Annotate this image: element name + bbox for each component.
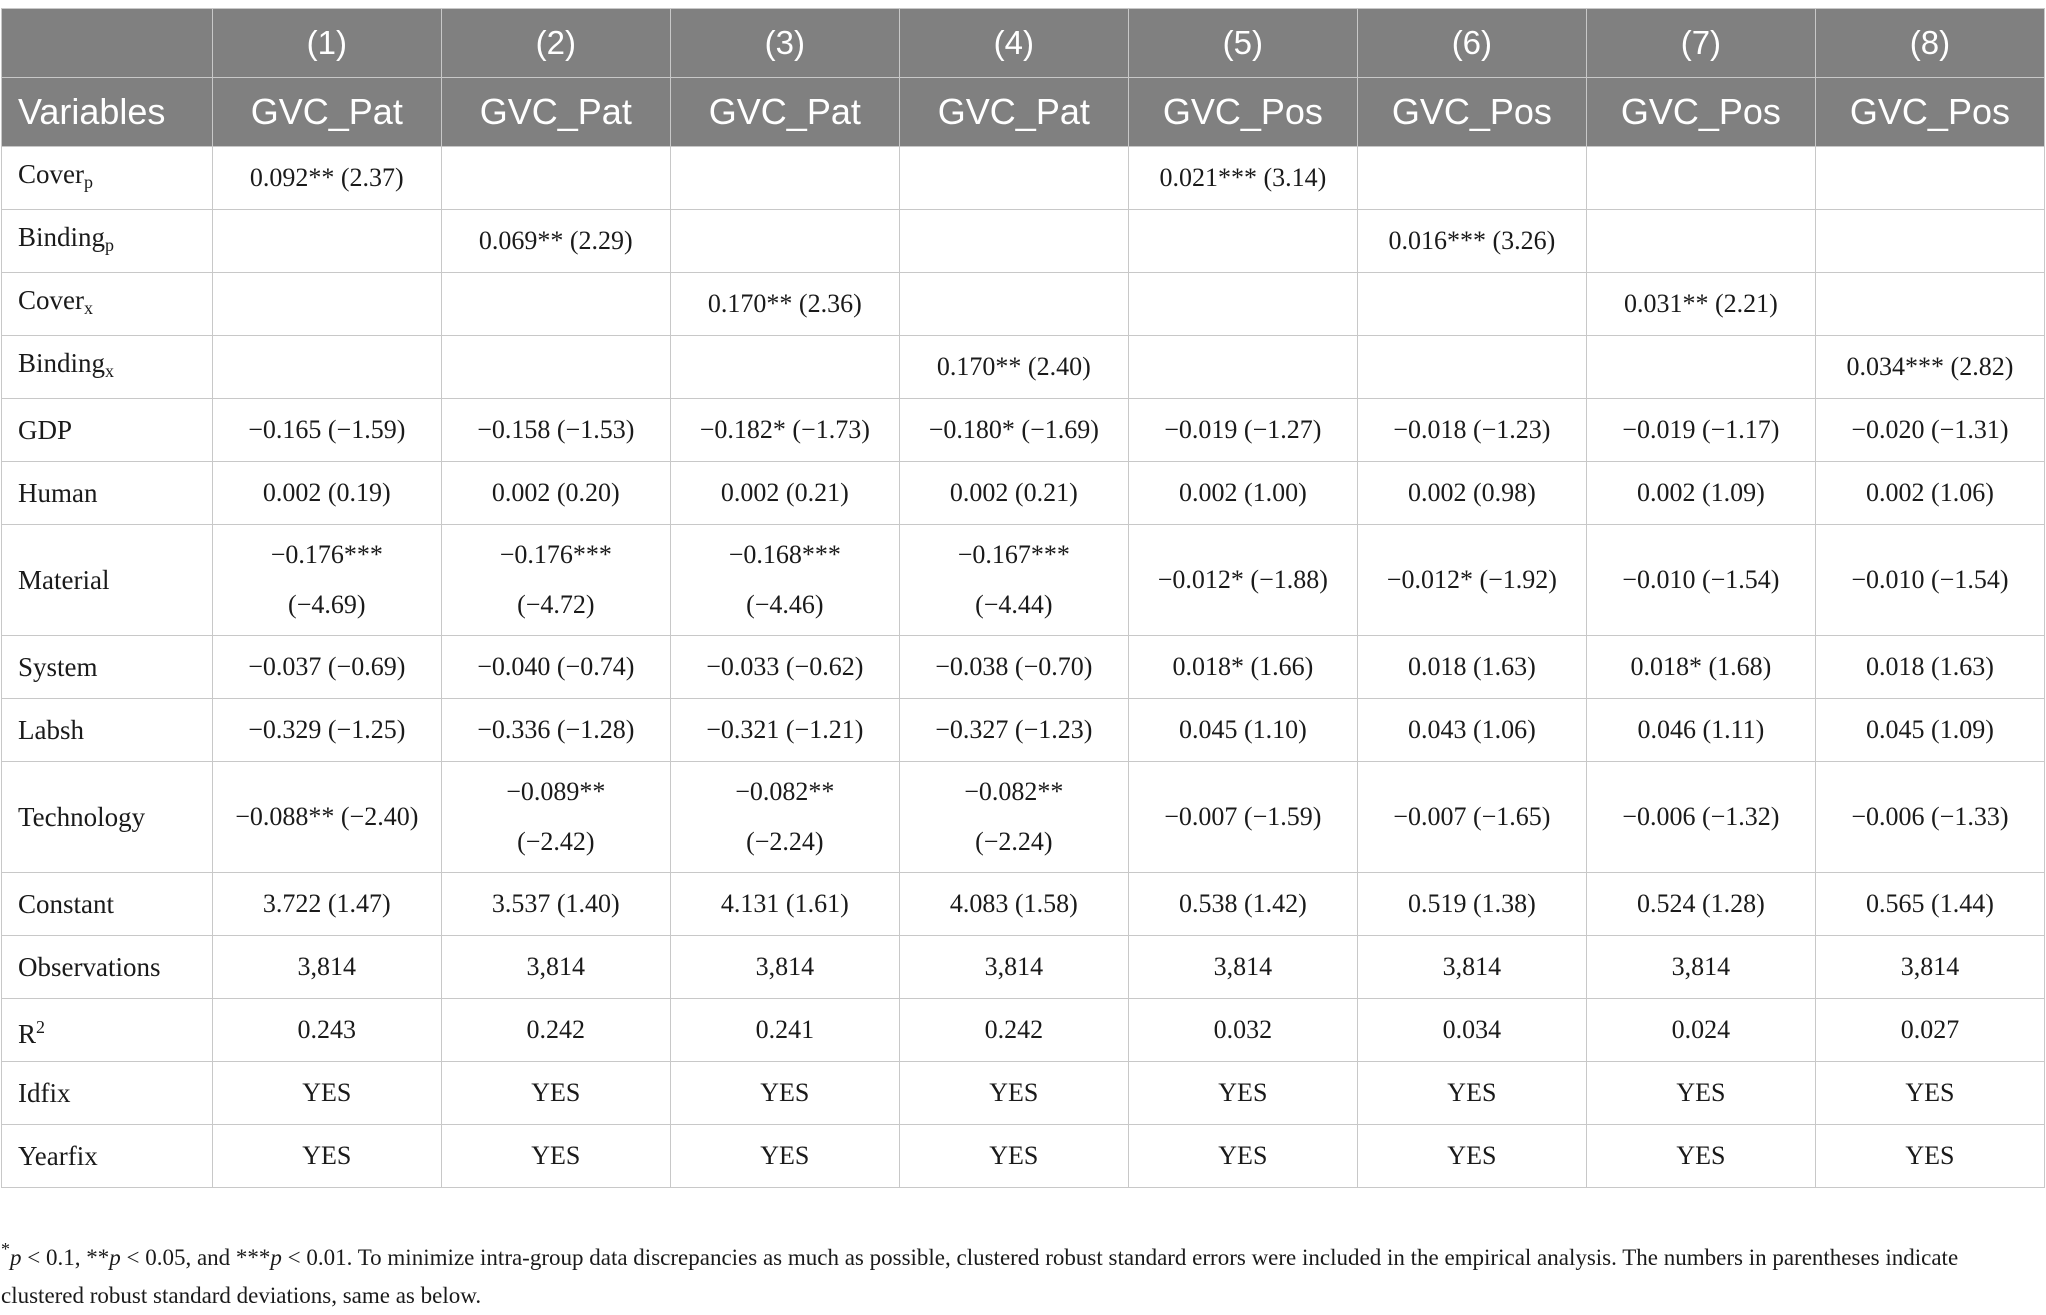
table-cell: 0.046 (1.11) bbox=[1586, 699, 1815, 762]
table-cell: 0.002 (1.00) bbox=[1128, 462, 1357, 525]
table-cell: −0.165 (−1.59) bbox=[212, 399, 441, 462]
table-cell bbox=[670, 336, 899, 399]
table-row bbox=[2, 147, 2045, 210]
table-cell bbox=[670, 210, 899, 273]
table-cell: 3,814 bbox=[1128, 936, 1357, 999]
table-cell: −0.019 (−1.27) bbox=[1128, 399, 1357, 462]
table-row bbox=[2, 999, 2045, 1062]
table-cell: −0.180* (−1.69) bbox=[899, 399, 1128, 462]
row-variable-name bbox=[2, 1125, 213, 1188]
table-cell: YES bbox=[441, 1125, 670, 1188]
row-variable-name bbox=[2, 210, 213, 273]
table-cell: 3.722 (1.47) bbox=[212, 873, 441, 936]
table-cell: −0.006 (−1.33) bbox=[1815, 762, 2044, 873]
table-cell: 0.018 (1.63) bbox=[1357, 636, 1586, 699]
variable-name-text: Material bbox=[18, 565, 110, 595]
header-model-number: (1) bbox=[212, 9, 441, 78]
table-cell: 4.083 (1.58) bbox=[899, 873, 1128, 936]
table-cell: 0.021*** (3.14) bbox=[1128, 147, 1357, 210]
cell-coefficient: −0.082** bbox=[964, 777, 1064, 806]
header-model-number: (6) bbox=[1357, 9, 1586, 78]
table-cell: 0.031** (2.21) bbox=[1586, 273, 1815, 336]
table-cell bbox=[212, 336, 441, 399]
header-dependent-variable: GVC_Pos bbox=[1357, 78, 1586, 147]
variable-name-text: Binding bbox=[18, 222, 106, 252]
table-cell: 0.002 (0.98) bbox=[1357, 462, 1586, 525]
header-row-dependent-variables bbox=[2, 78, 2045, 147]
table-cell: −0.182* (−1.73) bbox=[670, 399, 899, 462]
cell-t-statistic: (−2.24) bbox=[746, 827, 824, 856]
cell-t-statistic: (−2.42) bbox=[517, 827, 595, 856]
table-cell: −0.088** (−2.40) bbox=[212, 762, 441, 873]
table-cell bbox=[441, 273, 670, 336]
table-cell: 0.243 bbox=[212, 999, 441, 1062]
table-cell bbox=[212, 525, 441, 636]
table-cell: YES bbox=[1815, 1125, 2044, 1188]
table-cell: 0.002 (0.21) bbox=[670, 462, 899, 525]
variable-name-subscript: p bbox=[83, 172, 93, 192]
footnote-text-2: < 0.05, and *** bbox=[120, 1245, 271, 1270]
variable-name-subscript: x bbox=[83, 298, 93, 318]
variable-name-text: Cover bbox=[18, 285, 84, 315]
table-cell bbox=[441, 525, 670, 636]
variable-name-text: Idfix bbox=[18, 1078, 71, 1108]
cell-t-statistic: (−4.72) bbox=[517, 590, 595, 619]
table-cell: −0.336 (−1.28) bbox=[441, 699, 670, 762]
variable-name-subscript: x bbox=[105, 361, 115, 381]
header-model-number: (5) bbox=[1128, 9, 1357, 78]
header-corner-cell bbox=[2, 9, 213, 78]
table-cell bbox=[1815, 147, 2044, 210]
table-cell: −0.033 (−0.62) bbox=[670, 636, 899, 699]
table-cell: −0.321 (−1.21) bbox=[670, 699, 899, 762]
table-cell: −0.040 (−0.74) bbox=[441, 636, 670, 699]
variable-name-text: Binding bbox=[18, 348, 106, 378]
table-row bbox=[2, 210, 2045, 273]
row-variable-name bbox=[2, 936, 213, 999]
table-cell: YES bbox=[212, 1062, 441, 1125]
table-cell: −0.327 (−1.23) bbox=[899, 699, 1128, 762]
regression-table-container bbox=[0, 8, 2046, 1188]
table-cell: 0.092** (2.37) bbox=[212, 147, 441, 210]
table-cell: YES bbox=[899, 1062, 1128, 1125]
table-cell: −0.007 (−1.59) bbox=[1128, 762, 1357, 873]
table-cell: 0.242 bbox=[441, 999, 670, 1062]
table-cell: −0.018 (−1.23) bbox=[1357, 399, 1586, 462]
table-cell: 0.002 (0.19) bbox=[212, 462, 441, 525]
cell-t-statistic: (−4.44) bbox=[975, 590, 1053, 619]
cell-t-statistic: (−4.46) bbox=[746, 590, 824, 619]
table-cell bbox=[1128, 210, 1357, 273]
table-cell bbox=[212, 273, 441, 336]
row-variable-name bbox=[2, 273, 213, 336]
row-variable-name bbox=[2, 699, 213, 762]
table-cell: 3,814 bbox=[899, 936, 1128, 999]
table-cell bbox=[441, 147, 670, 210]
table-row bbox=[2, 699, 2045, 762]
table-cell: 0.538 (1.42) bbox=[1128, 873, 1357, 936]
cell-coefficient: −0.167*** bbox=[957, 540, 1070, 569]
table-cell: 0.024 bbox=[1586, 999, 1815, 1062]
table-cell bbox=[1586, 336, 1815, 399]
header-dependent-variable: GVC_Pat bbox=[212, 78, 441, 147]
table-row bbox=[2, 936, 2045, 999]
header-model-number: (2) bbox=[441, 9, 670, 78]
header-dependent-variable: GVC_Pat bbox=[899, 78, 1128, 147]
table-row bbox=[2, 762, 2045, 873]
row-variable-name bbox=[2, 999, 213, 1062]
footnote-p2: p bbox=[109, 1245, 121, 1270]
table-cell: −0.329 (−1.25) bbox=[212, 699, 441, 762]
variable-name-text: Yearfix bbox=[18, 1141, 98, 1171]
header-model-number: (7) bbox=[1586, 9, 1815, 78]
table-cell: 0.524 (1.28) bbox=[1586, 873, 1815, 936]
header-dependent-variable: GVC_Pat bbox=[670, 78, 899, 147]
table-cell bbox=[1357, 273, 1586, 336]
cell-coefficient: −0.089** bbox=[506, 777, 606, 806]
variable-name-text: Labsh bbox=[18, 715, 84, 745]
table-cell: 0.002 (0.21) bbox=[899, 462, 1128, 525]
table-cell: 3,814 bbox=[1815, 936, 2044, 999]
table-cell: YES bbox=[1128, 1062, 1357, 1125]
variable-name-text: GDP bbox=[18, 415, 73, 445]
table-body bbox=[2, 147, 2045, 1188]
header-dependent-variable: GVC_Pos bbox=[1815, 78, 2044, 147]
variable-name-text: Human bbox=[18, 478, 98, 508]
table-cell bbox=[1357, 147, 1586, 210]
table-cell: 0.170** (2.36) bbox=[670, 273, 899, 336]
table-cell: YES bbox=[1357, 1062, 1586, 1125]
table-cell bbox=[441, 336, 670, 399]
table-cell: 0.018 (1.63) bbox=[1815, 636, 2044, 699]
header-row-model-numbers bbox=[2, 9, 2045, 78]
table-cell bbox=[899, 147, 1128, 210]
variable-name-text: R bbox=[18, 1018, 37, 1049]
table-cell: 0.045 (1.09) bbox=[1815, 699, 2044, 762]
table-cell: −0.012* (−1.92) bbox=[1357, 525, 1586, 636]
variable-name-text: Constant bbox=[18, 889, 115, 919]
footnote-star: * bbox=[1, 1239, 10, 1259]
cell-coefficient: −0.082** bbox=[735, 777, 835, 806]
table-cell: 0.170** (2.40) bbox=[899, 336, 1128, 399]
header-model-number: (4) bbox=[899, 9, 1128, 78]
table-row bbox=[2, 336, 2045, 399]
table-cell: −0.012* (−1.88) bbox=[1128, 525, 1357, 636]
variable-name-text: System bbox=[18, 652, 98, 682]
variable-name-subscript: p bbox=[105, 235, 115, 255]
row-variable-name bbox=[2, 336, 213, 399]
header-dependent-variable: GVC_Pos bbox=[1586, 78, 1815, 147]
row-variable-name bbox=[2, 636, 213, 699]
cell-t-statistic: (−2.24) bbox=[975, 827, 1053, 856]
table-cell: 0.018* (1.66) bbox=[1128, 636, 1357, 699]
table-cell: 3.537 (1.40) bbox=[441, 873, 670, 936]
table-cell: 0.002 (0.20) bbox=[441, 462, 670, 525]
table-cell: −0.010 (−1.54) bbox=[1586, 525, 1815, 636]
table-cell bbox=[1128, 273, 1357, 336]
table-cell: YES bbox=[670, 1062, 899, 1125]
table-cell bbox=[1128, 336, 1357, 399]
table-cell: YES bbox=[1357, 1125, 1586, 1188]
table-cell: 0.018* (1.68) bbox=[1586, 636, 1815, 699]
table-cell bbox=[899, 762, 1128, 873]
table-cell: 0.002 (1.09) bbox=[1586, 462, 1815, 525]
table-cell: 0.565 (1.44) bbox=[1815, 873, 2044, 936]
table-cell: YES bbox=[1586, 1062, 1815, 1125]
table-cell: 0.027 bbox=[1815, 999, 2044, 1062]
table-row bbox=[2, 1125, 2045, 1188]
cell-coefficient: −0.176*** bbox=[499, 540, 612, 569]
table-cell bbox=[899, 210, 1128, 273]
table-cell: 3,814 bbox=[212, 936, 441, 999]
table-cell: 0.034*** (2.82) bbox=[1815, 336, 2044, 399]
table-cell bbox=[899, 525, 1128, 636]
table-cell: 0.242 bbox=[899, 999, 1128, 1062]
variable-name-superscript: 2 bbox=[36, 1016, 46, 1037]
table-cell: 3,814 bbox=[1357, 936, 1586, 999]
row-variable-name bbox=[2, 762, 213, 873]
table-cell: 0.043 (1.06) bbox=[1357, 699, 1586, 762]
table-cell: −0.020 (−1.31) bbox=[1815, 399, 2044, 462]
table-footnote bbox=[1, 1230, 2041, 1315]
table-row bbox=[2, 1062, 2045, 1125]
table-cell: 0.016*** (3.26) bbox=[1357, 210, 1586, 273]
table-cell bbox=[1357, 336, 1586, 399]
table-cell bbox=[670, 147, 899, 210]
variable-name-text: Technology bbox=[18, 802, 146, 832]
header-model-number: (3) bbox=[670, 9, 899, 78]
table-cell: 3,814 bbox=[441, 936, 670, 999]
table-cell: 3,814 bbox=[1586, 936, 1815, 999]
table-cell: YES bbox=[212, 1125, 441, 1188]
table-row bbox=[2, 273, 2045, 336]
table-cell: −0.037 (−0.69) bbox=[212, 636, 441, 699]
header-dependent-variable: GVC_Pos bbox=[1128, 78, 1357, 147]
table-cell bbox=[899, 273, 1128, 336]
table-cell bbox=[212, 210, 441, 273]
table-cell: YES bbox=[670, 1125, 899, 1188]
footnote-p1: p bbox=[10, 1245, 22, 1270]
row-variable-name bbox=[2, 147, 213, 210]
table-cell: 4.131 (1.61) bbox=[670, 873, 899, 936]
table-cell: YES bbox=[1128, 1125, 1357, 1188]
footnote-text-3: < 0.01. To minimize intra-group data discrepancies as much as possible, clustered robust standard errors were included in the empirical analysis. The numbers in parentheses indicate clustered robust standard deviations, same as below. bbox=[1, 1245, 1959, 1308]
table-cell: YES bbox=[441, 1062, 670, 1125]
table-cell: 0.069** (2.29) bbox=[441, 210, 670, 273]
table-cell: YES bbox=[899, 1125, 1128, 1188]
table-cell: −0.006 (−1.32) bbox=[1586, 762, 1815, 873]
cell-coefficient: −0.168*** bbox=[728, 540, 841, 569]
variable-name-text: Observations bbox=[18, 952, 161, 982]
table-cell bbox=[1586, 147, 1815, 210]
table-cell: 3,814 bbox=[670, 936, 899, 999]
variable-name-text: Cover bbox=[18, 159, 84, 189]
table-cell: −0.038 (−0.70) bbox=[899, 636, 1128, 699]
table-cell: YES bbox=[1815, 1062, 2044, 1125]
footnote-p3: p bbox=[270, 1245, 282, 1270]
cell-t-statistic: (−4.69) bbox=[288, 590, 366, 619]
table-cell bbox=[1815, 273, 2044, 336]
table-cell bbox=[1815, 210, 2044, 273]
table-cell: −0.007 (−1.65) bbox=[1357, 762, 1586, 873]
table-row bbox=[2, 636, 2045, 699]
regression-table bbox=[1, 8, 2045, 1188]
row-variable-name bbox=[2, 525, 213, 636]
table-cell: 0.519 (1.38) bbox=[1357, 873, 1586, 936]
header-dependent-variable: GVC_Pat bbox=[441, 78, 670, 147]
table-cell bbox=[670, 525, 899, 636]
row-variable-name bbox=[2, 1062, 213, 1125]
table-cell: −0.019 (−1.17) bbox=[1586, 399, 1815, 462]
table-cell: YES bbox=[1586, 1125, 1815, 1188]
table-row bbox=[2, 873, 2045, 936]
table-cell bbox=[1586, 210, 1815, 273]
header-model-number: (8) bbox=[1815, 9, 2044, 78]
header-variables-label: Variables bbox=[2, 78, 213, 147]
row-variable-name bbox=[2, 399, 213, 462]
table-cell: 0.032 bbox=[1128, 999, 1357, 1062]
table-cell: 0.045 (1.10) bbox=[1128, 699, 1357, 762]
row-variable-name bbox=[2, 873, 213, 936]
row-variable-name bbox=[2, 462, 213, 525]
table-cell: −0.158 (−1.53) bbox=[441, 399, 670, 462]
footnote-text-1: < 0.1, ** bbox=[21, 1245, 110, 1270]
table-cell bbox=[441, 762, 670, 873]
cell-coefficient: −0.176*** bbox=[270, 540, 383, 569]
table-cell: 0.241 bbox=[670, 999, 899, 1062]
table-row bbox=[2, 399, 2045, 462]
table-cell: −0.010 (−1.54) bbox=[1815, 525, 2044, 636]
table-row bbox=[2, 462, 2045, 525]
table-cell: 0.034 bbox=[1357, 999, 1586, 1062]
table-row bbox=[2, 525, 2045, 636]
table-cell: 0.002 (1.06) bbox=[1815, 462, 2044, 525]
table-cell bbox=[670, 762, 899, 873]
